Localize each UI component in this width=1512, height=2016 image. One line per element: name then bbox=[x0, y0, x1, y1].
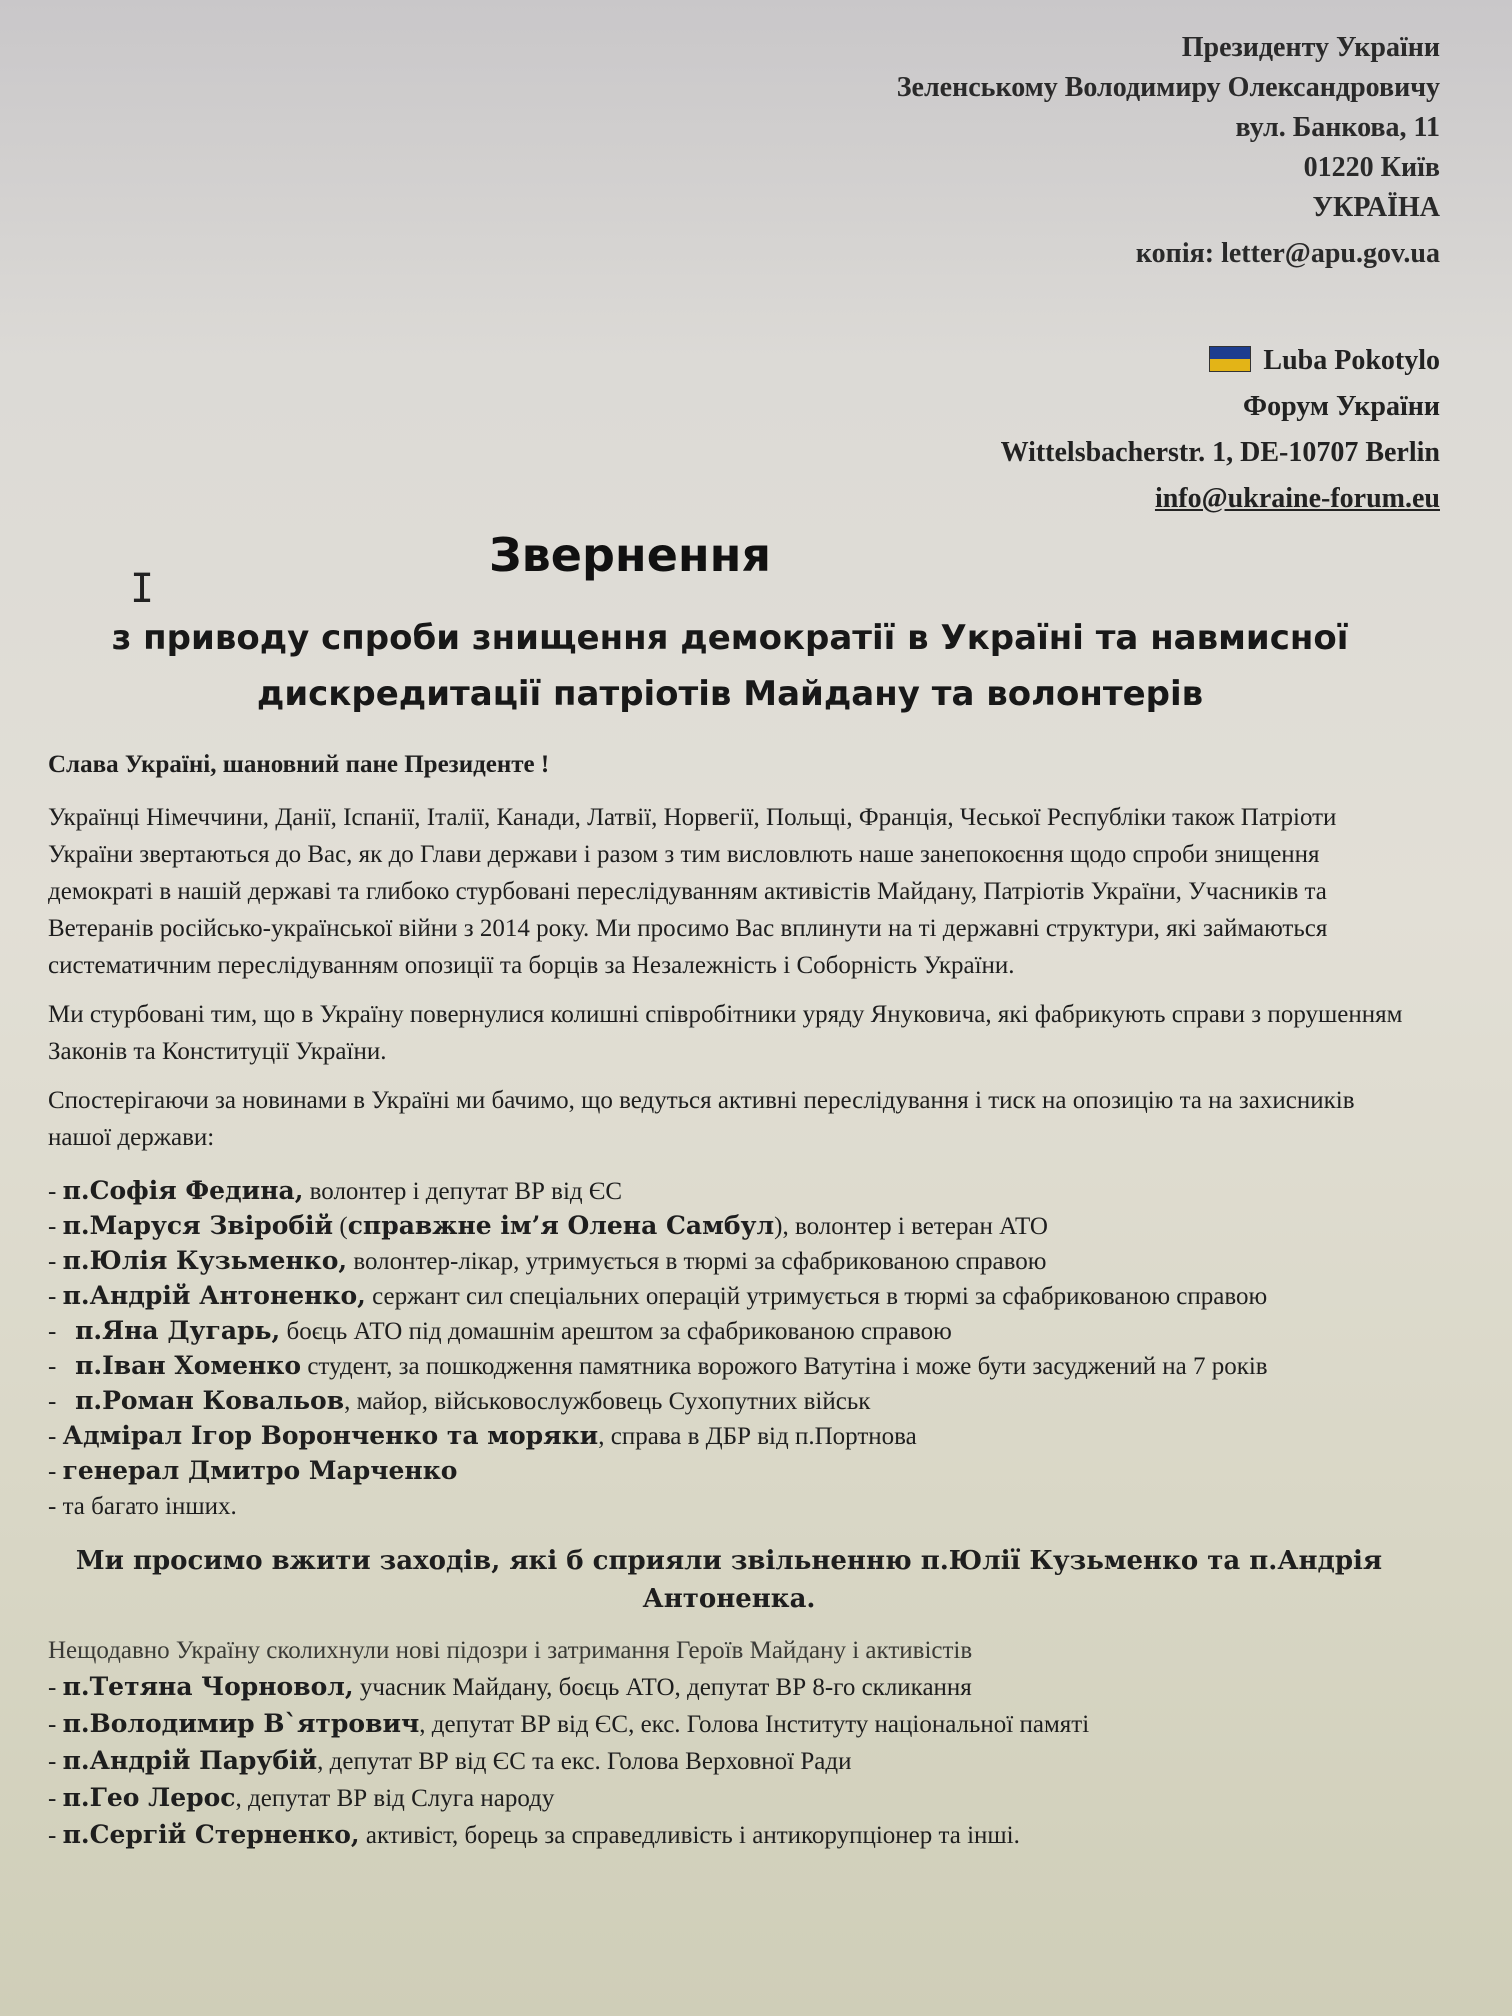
sender-name: Luba Pokotylo bbox=[1263, 345, 1440, 376]
recent-intro: Нещодавно Україну сколихнули нові підозри і затримання Героїв Майдану і активістів bbox=[48, 1637, 973, 1664]
greeting: Слава Україні, шановний пане Президенте ! bbox=[48, 751, 550, 778]
list-item: - п.Сергій Стерненко, активіст, борець за справедливість і антикорупціонер та інші. bbox=[48, 1820, 1020, 1849]
ukraine-flag-icon bbox=[1209, 346, 1251, 372]
text-cursor-icon: I bbox=[130, 566, 155, 612]
list-item: - Адмірал Ігор Воронченко та моряки, справа в ДБР від п.Портнова bbox=[48, 1421, 917, 1450]
letter-subtitle: з приводу спроби знищення демократії в Україні та навмисної дискредитації патріотів Майдану та волонтерів bbox=[111, 618, 1349, 714]
list-item: - п.Роман Ковальов, майор, військовослужбовець Сухопутних військ bbox=[48, 1386, 871, 1415]
recipient-block bbox=[897, 28, 1440, 274]
paragraph-2: Ми стурбовані тим, що в Україну повернулися колишні співробітники уряду Януковича, які фабрикують справи з порушенням Законів та Конституції України. bbox=[48, 1001, 1403, 1065]
sender-block bbox=[1001, 338, 1440, 522]
recipient-street: вул. Банкова, 11 bbox=[1235, 112, 1440, 143]
sender-address: Wittelsbacherstr. 1, DE-10707 Berlin bbox=[1000, 437, 1440, 468]
recipient-line1: Президенту України bbox=[1181, 32, 1440, 63]
list-item: - п.Маруся Звіробій (справжне ім’я Олена Самбул), волонтер і ветеран АТО bbox=[48, 1211, 1048, 1240]
recipient-city: 01220 Київ bbox=[1303, 152, 1440, 183]
request-statement: Ми просимо вжити заходів, які б сприяли звільненню п.Юлії Кузьменко та п.Андрія Антоненка. bbox=[75, 1546, 1383, 1614]
persecuted-list bbox=[48, 1174, 1410, 1524]
recipient-line2: Зеленському Володимиру Олександровичу bbox=[896, 72, 1440, 103]
list-item: - п.Яна Дугарь, боєць АТО під домашнім арештом за сфабрикованою справою bbox=[48, 1316, 952, 1345]
list-item: - п.Іван Хоменко студент, за пошкодження памятника ворожого Ватутіна і може бути засуджений на 7 років bbox=[48, 1351, 1268, 1380]
list-item: - п.Тетяна Чорновол, учасник Майдану, боєць АТО, депутат ВР 8-го скликання bbox=[48, 1672, 972, 1701]
list-item: - та багато інших. bbox=[48, 1493, 237, 1520]
sender-name-line bbox=[1001, 338, 1440, 384]
paragraph-1: Українці Німеччини, Данії, Іспанії, Італії, Канади, Латвії, Норвегії, Польщі, Франція, Чеської Республіки також Патріоти України звертаються до Вас, як до Глави держави і разом з тим висловлють наше занепокоєння щодо спроби знищення демократі в нашій державі та глибоко стурбовані переслідуванням активістів Майдану, Патріотів України, Учасників та Ветеранів російсько-української війни з 2014 року. Ми просимо Вас вплинути на ті державні структури, які займаються систематичним переслідуванням опозиції та борців за Незалежність і Соборність України. bbox=[48, 804, 1337, 979]
recipient-copy: копія: letter@apu.gov.ua bbox=[1135, 238, 1440, 269]
letter-title: Звернення bbox=[489, 528, 771, 582]
list-item: - п.Андрій Парубій, депутат ВР від ЄС та екс. Голова Верховної Ради bbox=[48, 1746, 852, 1775]
paragraph-3: Спостерігаючи за новинами в Україні ми бачимо, що ведуться активні переслідування і тиск на опозицію та на захисників нашої держави: bbox=[48, 1087, 1355, 1151]
recipient-country: УКРАЇНА bbox=[1312, 192, 1440, 223]
sender-email-link[interactable]: info@ukraine-forum.eu bbox=[1154, 483, 1440, 514]
sender-org: Форум України bbox=[1243, 391, 1440, 422]
letter-body bbox=[48, 746, 1410, 1854]
list-item: - п.Андрій Антоненко, сержант сил спеціальних операцій утримується в тюрмі за сфабрикованою справою bbox=[48, 1281, 1268, 1310]
list-item: - п.Юлія Кузьменко, волонтер-лікар, утримується в тюрмі за сфабрикованою справою bbox=[48, 1246, 1047, 1275]
recent-list bbox=[48, 1669, 1410, 1854]
list-item: - п.Гео Лерос, депутат ВР від Слуга народу bbox=[48, 1783, 555, 1812]
list-item: - генерал Дмитро Марченко bbox=[48, 1456, 458, 1485]
list-item: - п.Софія Федина, волонтер і депутат ВР від ЄС bbox=[48, 1176, 623, 1205]
list-item: - п.Володимир В`ятрович, депутат ВР від ЄС, екс. Голова Інституту національної памяті bbox=[48, 1709, 1090, 1738]
